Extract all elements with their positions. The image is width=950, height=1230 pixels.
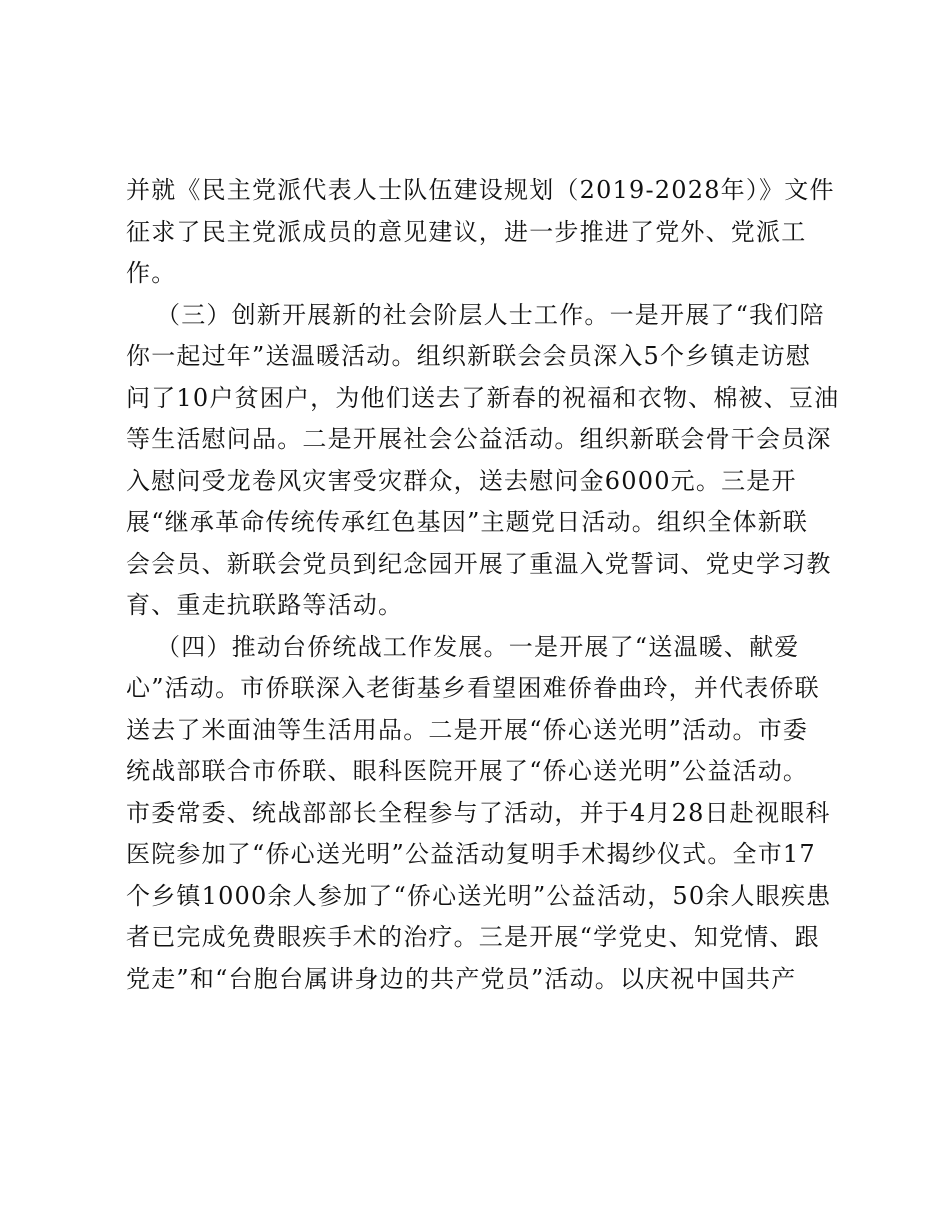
- section-heading-line: （四）推动台侨统战工作发展。一是开展了“送温暖、献爱: [156, 632, 800, 661]
- text-line: 党走”和“台胞台属讲身边的共产党员”活动。以庆祝中国共产: [126, 964, 797, 993]
- text-line: 作。: [126, 259, 177, 287]
- text-line: 统战部联合市侨联、眼科医院开展了“侨心送光明”公益活动。: [126, 757, 809, 785]
- text-line: 入慰问受龙卷风灾害受灾群众，送去慰问金6000元。三是开: [126, 466, 797, 495]
- body-text: [126, 170, 838, 1000]
- text-line: 问了10户贫困户，为他们送去了新春的祝福和衣物、棉被、豆油: [126, 383, 840, 412]
- text-line: 征求了民主党派成员的意见建议，进一步推进了党外、党派工: [126, 217, 807, 246]
- text-line: 个乡镇1000余人参加了“侨心送光明”公益活动，50余人眼疾患: [126, 881, 832, 910]
- text-line: 育、重走抗联路等活动。: [126, 591, 404, 619]
- section-heading-line: （三）创新开展新的社会阶层人士工作。一是开展了“我们陪: [156, 300, 825, 329]
- text-line: 展“继承革命传统传承红色基因”主题党日活动。组织全体新联: [126, 508, 809, 536]
- text-line: 送去了米面油等生活用品。二是开展“侨心送光明”活动。市委: [126, 715, 809, 744]
- text-line: 等生活慰问品。二是开展社会公益活动。组织新联会骨干会员深: [126, 425, 832, 453]
- text-line: 你一起过年”送温暖活动。组织新联会会员深入5个乡镇走访慰: [126, 342, 812, 370]
- text-line: 并就《民主党派代表人士队伍建设规划（2019-2028年）》文件: [126, 176, 835, 204]
- text-line: 会会员、新联会党员到纪念园开展了重温入党誓词、党史学习教: [126, 549, 832, 578]
- text-line: 者已完成免费眼疾手术的治疗。三是开展“学党史、知党情、跟: [126, 923, 820, 951]
- text-line: 心”活动。市侨联深入老街基乡看望困难侨眷曲玲，并代表侨联: [126, 674, 820, 702]
- text-line: 医院参加了“侨心送光明”公益活动复明手术揭纱仪式。全市17: [126, 840, 816, 868]
- text-line: 市委常委、统战部部长全程参与了活动，并于4月28日赴视眼科: [126, 798, 831, 827]
